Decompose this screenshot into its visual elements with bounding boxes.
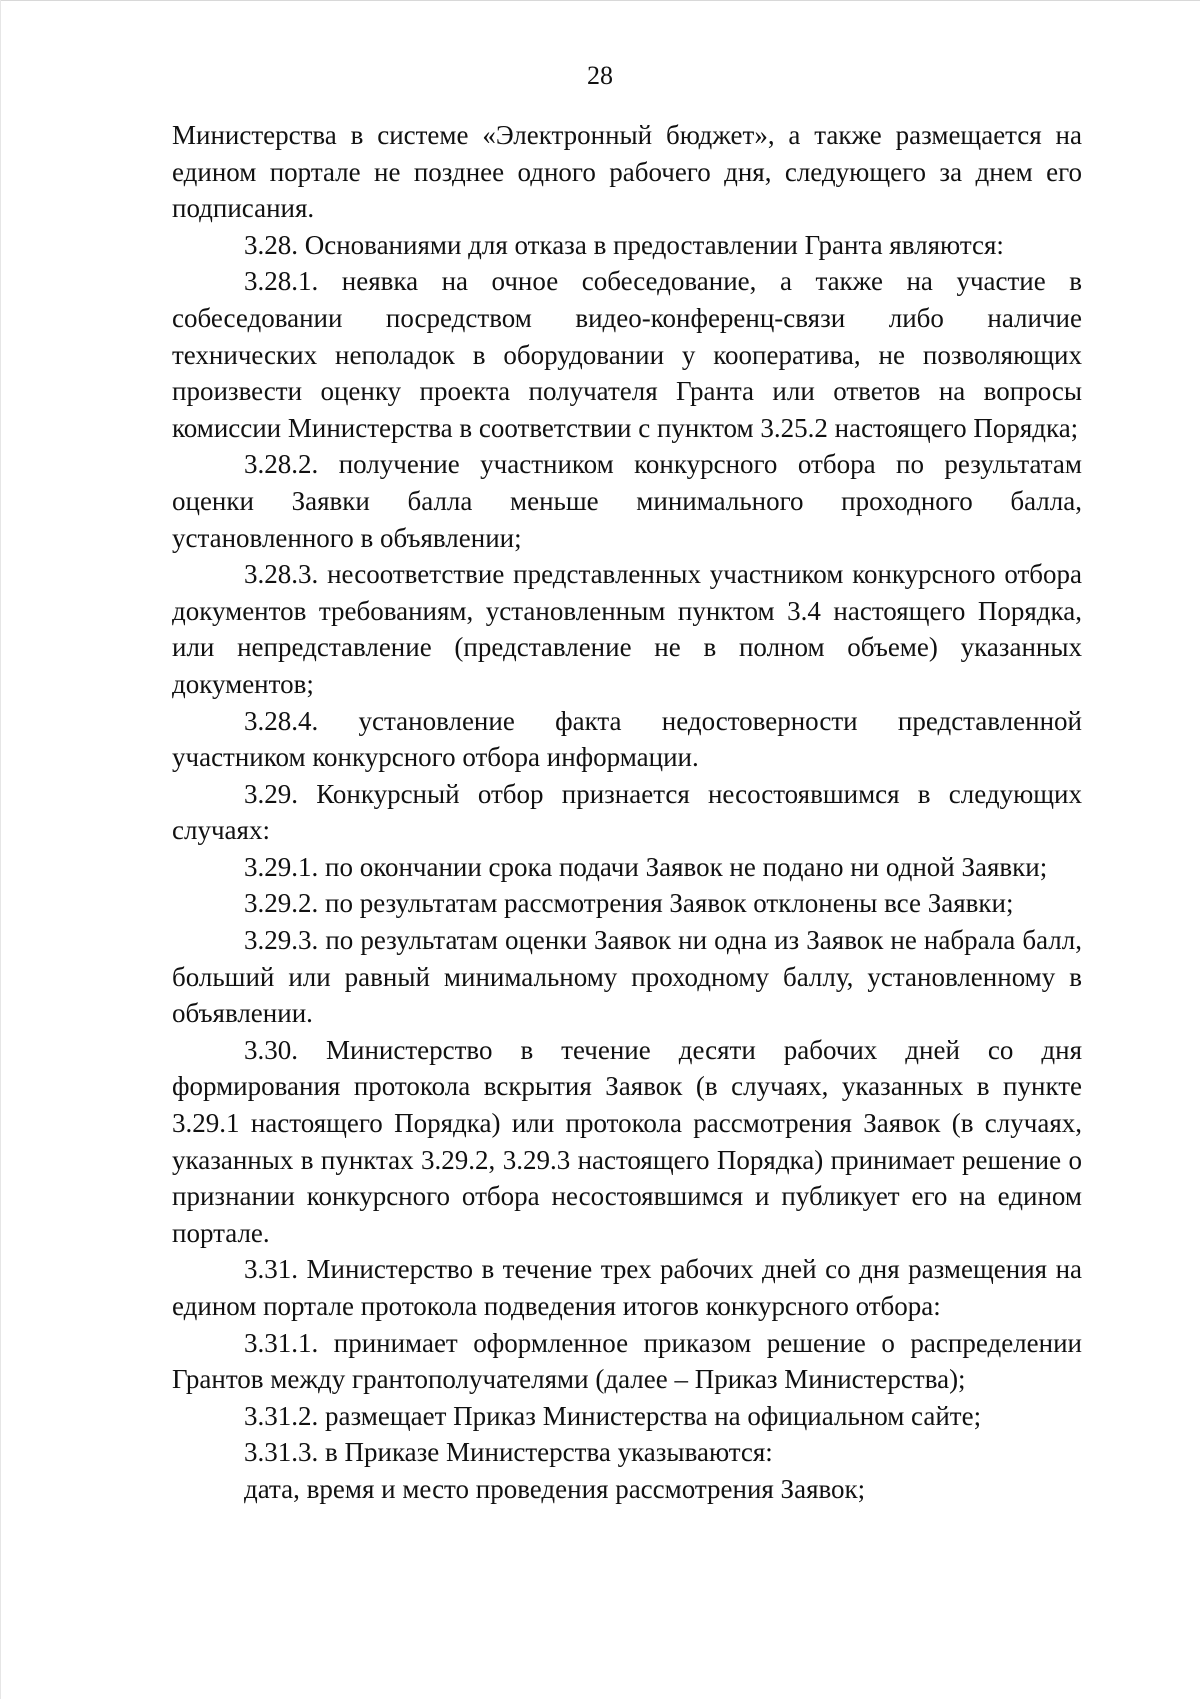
- paragraph-3-29-2: 3.29.2. по результатам рассмотрения Заявок отклонены все Заявки;: [244, 888, 1014, 919]
- paragraph-3-29: 3.29. Конкурсный отбор признается несостоявшимся в следующих случаях:: [172, 778, 1082, 846]
- paragraph-continuation: Министерства в системе «Электронный бюджет», а также размещается на едином портале не позднее одного рабочего дня, следующего за днем его подписания.: [172, 120, 1082, 224]
- paragraph-3-30: 3.30. Министерство в течение десяти рабочих дней со дня формирования протокола вскрытия Заявок (в случаях, указанных в пункте 3.29.1 настоящего Порядка) или протокола рассмотрения Заявок (в случаях, указанных в пунктах 3.29.2, 3.29.3 настоящего Порядка) принимает решение о признании конкурсного отбора несостоявшимся и публикует его на едином портале.: [172, 1034, 1082, 1248]
- paragraph-3-31-1: 3.31.1. принимает оформленное приказом решение о распределении Грантов между грантополучателями (далее – Приказ Министерства);: [172, 1327, 1082, 1395]
- paragraph-3-31-2: 3.31.2. размещает Приказ Министерства на официальном сайте;: [244, 1400, 982, 1431]
- paragraph-3-31-3: 3.31.3. в Приказе Министерства указываются:: [244, 1437, 773, 1468]
- page-number: 28: [587, 61, 613, 90]
- document-body: [172, 117, 1082, 1508]
- paragraph-3-28-4: 3.28.4. установление факта недостоверности представленной участником конкурсного отбора информации.: [172, 705, 1082, 773]
- paragraph-3-28-3: 3.28.3. несоответствие представленных участником конкурсного отбора документов требованиям, установленным пунктом 3.4 настоящего Порядка, или непредставление (представление не в полном объеме) указанных документов;: [172, 559, 1082, 699]
- paragraph-3-28-1: 3.28.1. неявка на очное собеседование, а также на участие в собеседовании посредством видео-конференц-связи либо наличие технических неполадок в оборудовании у кооператива, не позволяющих произвести оценку проекта получателя Гранта или ответов на вопросы комиссии Министерства в соответствии с пунктом 3.25.2 настоящего Порядка;: [172, 266, 1082, 443]
- scan-edge-left: [0, 0, 1, 1699]
- paragraph-list-item: дата, время и место проведения рассмотрения Заявок;: [244, 1473, 866, 1504]
- paragraph-3-29-3: 3.29.3. по результатам оценки Заявок ни одна из Заявок не набрала балл, больший или равный минимальному проходному баллу, установленному в объявлении.: [172, 925, 1082, 1029]
- paragraph-3-28-2: 3.28.2. получение участником конкурсного отбора по результатам оценки Заявки балла меньше минимального проходного балла, установленного в объявлении;: [172, 449, 1082, 553]
- paragraph-3-28: 3.28. Основаниями для отказа в предоставлении Гранта являются:: [244, 229, 1004, 260]
- scan-edge-top: [0, 0, 1200, 1]
- paragraph-3-31: 3.31. Министерство в течение трех рабочих дней со дня размещения на едином портале протокола подведения итогов конкурсного отбора:: [172, 1254, 1082, 1321]
- paragraph-3-29-1: 3.29.1. по окончании срока подачи Заявок не подано ни одной Заявки;: [244, 851, 1048, 882]
